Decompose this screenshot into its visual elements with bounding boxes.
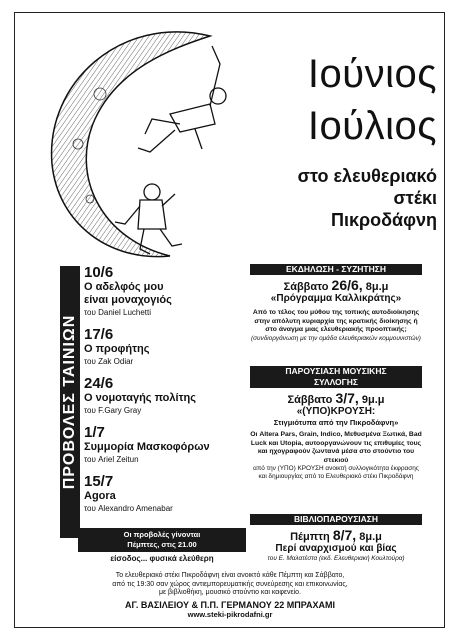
event-header-cont: ΣΥΛΛΟΓΗΣ [250, 377, 422, 388]
event-discussion [250, 264, 422, 343]
film-item [84, 326, 244, 367]
film-title: Agora [84, 490, 116, 502]
event-header: ΠΑΡΟΥΣΙΑΣΗ ΜΟΥΣΙΚΗΣ [250, 366, 422, 377]
event-day: Πέμπτη [290, 531, 330, 543]
subtitle-line-1: στο ελευθεριακό [297, 166, 437, 186]
footer-line-3: με βιβλιοθήκη, μουσικό στούντιο και καφενείο. [158, 589, 302, 596]
footer-line-1: Το ελευθεριακό στέκι Πικροδάφνη είναι ανοικτό κάθε Πέμπτη και Σάββατο, [115, 572, 345, 579]
event-organizer-note: από την (ΥΠΟ) ΚΡΟΥΣΗ ανοικτή συλλογικότητα έκφρασης και δημιουργίας από το Ελευθεριακό στέκι Πικροδάφνη [253, 465, 419, 480]
title-month-july: Ιούλιος [307, 104, 437, 148]
film-title: Συμμορία Μασκοφόρων [84, 441, 210, 453]
event-description: Από το τέλος του μύθου της τοπικής αυτοδιοίκησης στην απόλυτη κυριαρχία της κρατικής διοίκησης ή στο άναγμα μιας ελευθεριακής προοπτικής; [252, 309, 420, 333]
film-title: Ο αδελφός μου [84, 281, 164, 293]
event-day: Σάββατο [283, 281, 329, 293]
event-day-number: 3/7, [335, 390, 359, 406]
film-director: του Alexandro Amenabar [84, 504, 173, 513]
event-date [250, 277, 422, 293]
event-time: 8μ.μ [365, 281, 389, 293]
event-title: «(ΥΠΟ)ΚΡΟΥΣΗ: [296, 406, 376, 417]
event-date [250, 390, 422, 406]
event-day-number: 26/6, [331, 277, 363, 293]
event-description: Οι Altera Pars, Grain, Indico, Μεθυσμένα Ξωτικά, Bad Luck και Utopia, αυτοοργανώνουν τις επιθυμίες τους και ηχογραφούν ζωντανά μέσα στο στούντιο του στεκιού [250, 431, 422, 464]
event-date [250, 527, 422, 543]
subtitle-line-3: Πικροδάφνη [330, 210, 437, 230]
event-subtitle: Στιγμιότυπα από την Πικροδάφνη» [273, 418, 399, 427]
subtitle-line-2: στέκι [393, 188, 437, 208]
film-title: Ο προφήτης [84, 343, 150, 355]
footer-website-link[interactable]: www.steki-pikrodafni.gr [187, 609, 273, 619]
moon-climbers-illustration [40, 24, 270, 264]
event-time: 8μ.μ [359, 531, 382, 543]
film-item [84, 264, 244, 318]
event-header: ΒΙΒΛΙΟΠΑΡΟΥΣΙΑΣΗ [250, 514, 422, 525]
screening-note-line-1: Οι προβολές γίνονται [123, 530, 201, 539]
film-director: του Ariel Zeitun [84, 455, 139, 464]
film-date: 17/6 [84, 326, 114, 343]
film-director: του Zak Odiar [84, 357, 134, 366]
film-date: 10/6 [84, 264, 114, 281]
free-entry-text: είσοδος... φυσικά ελεύθερη [110, 554, 214, 563]
title-month-june: Ιούνιος [307, 52, 437, 96]
film-date: 24/6 [84, 375, 114, 392]
event-day: Σάββατο [287, 394, 333, 406]
event-organizer-note: (συνδιοργάνωση με την ομάδα ελευθεριακών κομμουνιστών) [251, 334, 421, 342]
event-title: Περί αναρχισμού και βίας [275, 543, 397, 554]
event-time: 9μ.μ [361, 394, 385, 406]
footer-address: ΑΓ. ΒΑΣΙΛΕΙΟΥ & Π.Π. ΓΕΡΜΑΝΟΥ 22 ΜΠΡΑΧΑΜΙ [124, 599, 336, 610]
film-screenings-bar [60, 266, 80, 538]
film-screenings-label: ΠΡΟΒΟΛΕΣ ΤΑΙΝΙΩΝ [61, 314, 78, 490]
event-title: «Πρόγραμμα Καλλικράτης» [270, 293, 402, 304]
event-music-presentation [250, 366, 422, 481]
film-title: Ο νομοταγής πολίτης [84, 392, 196, 404]
film-item [84, 424, 244, 465]
film-item [84, 473, 244, 514]
footer [30, 572, 430, 619]
film-director: του F.Gary Gray [84, 406, 142, 415]
film-title-cont: είναι μοναχογιός [84, 294, 172, 306]
event-header: ΕΚΔΗΛΩΣΗ - ΣΥΖΗΤΗΣΗ [250, 264, 422, 275]
screening-note-line-2: Πέμπτες, στις 21.00 [127, 540, 197, 549]
event-book-presentation [250, 514, 422, 563]
screening-info [78, 528, 246, 563]
film-item [84, 375, 244, 416]
film-date: 1/7 [84, 424, 105, 441]
event-author: του Ε. Μαλατέστα (εκδ. Ελευθεριακή Κουλτούρα) [267, 555, 405, 562]
footer-line-2: από τις 19:30 σαν χώρος αντιεμπορευματικής συνεύρεσης και επικοινωνίας, [112, 580, 348, 588]
film-date: 15/7 [84, 473, 114, 490]
event-day-number: 8/7, [332, 527, 357, 543]
screening-schedule-box [78, 528, 246, 552]
film-list [84, 264, 244, 522]
film-director: του Daniel Luchetti [84, 308, 152, 317]
